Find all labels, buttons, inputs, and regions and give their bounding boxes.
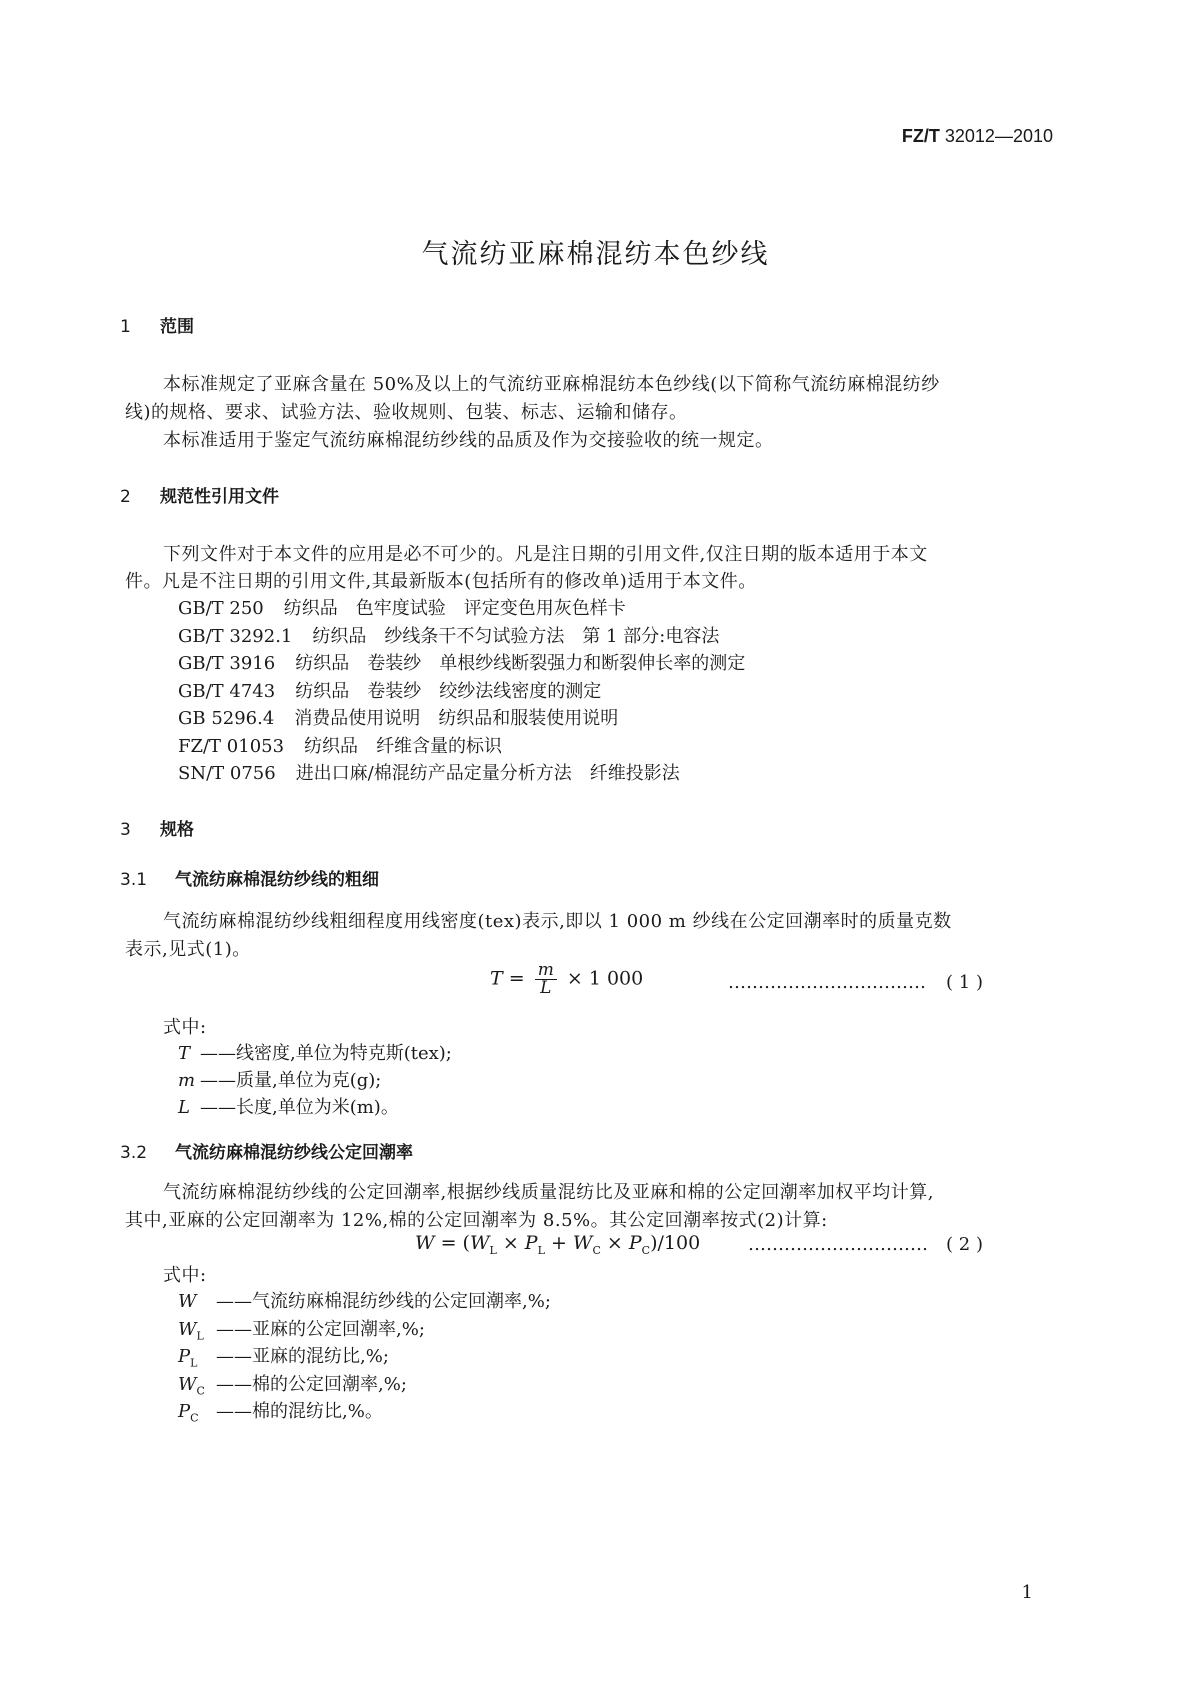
standard-code-number: 32012—2010 bbox=[944, 126, 1053, 146]
fraction-numerator: m bbox=[535, 962, 557, 980]
formula-1-leader: …………………………… bbox=[728, 972, 926, 993]
variable-symbol bbox=[178, 1401, 216, 1425]
s2-paragraph-line-1: 下列文件对于本文件的应用是必不可少的。凡是注日期的引用文件,仅注日期的版本适用于本文 bbox=[163, 544, 928, 565]
variable-subscript: L bbox=[196, 1329, 204, 1343]
variable-letter: W bbox=[178, 1291, 197, 1312]
fraction-denominator: L bbox=[540, 978, 552, 998]
variable-symbol: T bbox=[178, 1043, 191, 1064]
variable-definition bbox=[178, 1397, 383, 1425]
variable-subscript: C bbox=[190, 1411, 199, 1425]
section-title: 范围 bbox=[160, 317, 194, 337]
variable-definition bbox=[178, 1287, 551, 1315]
variable-letter: W bbox=[178, 1373, 197, 1395]
variable-letter: P bbox=[178, 1346, 191, 1367]
standard-code-prefix: FZ/T bbox=[901, 126, 940, 146]
reference-title-part: 纤维含量的标识 bbox=[376, 735, 503, 757]
variable-subscript: C bbox=[196, 1384, 205, 1398]
s31-where: 式中: bbox=[163, 1017, 207, 1038]
reference-code: SN/T 0756 bbox=[178, 763, 276, 784]
reference-item bbox=[178, 704, 636, 730]
reference-code: GB/T 3916 bbox=[178, 653, 276, 674]
document-title: 气流纺亚麻棉混纺本色纱线 bbox=[421, 239, 770, 270]
formula-2-label: ( 2 ) bbox=[946, 1234, 983, 1255]
reference-title-part: 绞纱法线密度的测定 bbox=[439, 680, 602, 702]
variable-symbol bbox=[178, 1374, 216, 1398]
reference-item bbox=[178, 649, 763, 675]
variable-description: ——亚麻的公定回潮率,%; bbox=[216, 1318, 425, 1340]
variable-symbol bbox=[178, 1319, 216, 1343]
reference-item bbox=[178, 677, 619, 703]
reference-title-part: 纺织品 bbox=[295, 680, 350, 702]
formula-multiplier: × 1 000 bbox=[566, 967, 644, 990]
subsection-title: 气流纺麻棉混纺纱线公定回潮率 bbox=[175, 1143, 413, 1163]
standard-code bbox=[902, 126, 1053, 147]
subsection-number: 3.1 bbox=[120, 870, 148, 890]
formula-1-label: ( 1 ) bbox=[946, 972, 983, 993]
variable-definition bbox=[178, 1370, 407, 1398]
s32-paragraph-line-1: 气流纺麻棉混纺纱线的公定回潮率,根据纱线质量混纺比及亚麻和棉的公定回潮率加权平均计算, bbox=[163, 1182, 934, 1203]
subsection-title: 气流纺麻棉混纺纱线的粗细 bbox=[175, 870, 379, 890]
reference-title-part: 纺织品 bbox=[304, 735, 359, 757]
reference-code: GB 5296.4 bbox=[178, 708, 275, 729]
reference-title-part: 纺织品 bbox=[295, 653, 350, 674]
reference-code: FZ/T 01053 bbox=[178, 735, 285, 757]
variable-letter: P bbox=[178, 1401, 191, 1422]
formula-2: $W = (W_L \times P_L + W_C \times P_C)/100$ bbox=[415, 1232, 701, 1257]
section-1-heading bbox=[120, 312, 194, 337]
variable-symbol bbox=[178, 1291, 216, 1315]
variable-symbol bbox=[178, 1346, 216, 1370]
reference-item bbox=[178, 732, 520, 758]
section-3-heading bbox=[120, 815, 194, 840]
section-number: 1 bbox=[120, 317, 131, 337]
reference-title-part: 纱线条干不匀试验方法 bbox=[384, 625, 565, 647]
s2-paragraph-line-2: 件。凡是不注日期的引用文件,其最新版本(包括所有的修改单)适用于本文件。 bbox=[125, 571, 757, 592]
variable-definition bbox=[178, 1039, 452, 1065]
reference-code: GB/T 4743 bbox=[178, 680, 276, 702]
section-number: 2 bbox=[120, 487, 131, 507]
variable-description: ——线密度,单位为特克斯(tex); bbox=[200, 1043, 452, 1064]
reference-title-part: 评定变色用灰色样卡 bbox=[463, 598, 626, 619]
variable-definition bbox=[178, 1342, 389, 1370]
reference-title-part: 纺织品 bbox=[283, 598, 338, 619]
reference-title-part: 纺织品和服装使用说明 bbox=[438, 708, 619, 729]
section-title: 规范性引用文件 bbox=[160, 487, 279, 507]
s1-paragraph-1-line-2: 线)的规格、要求、试验方法、验收规则、包装、标志、运输和储存。 bbox=[125, 402, 688, 423]
reference-title-part: 单根纱线断裂强力和断裂伸长率的测定 bbox=[439, 653, 746, 674]
subsection-number: 3.2 bbox=[120, 1143, 148, 1163]
variable-letter: W bbox=[178, 1318, 197, 1340]
s31-paragraph-line-1: 气流纺麻棉混纺纱线粗细程度用线密度(tex)表示,即以 1 000 m 纱线在公定回潮率时的质量克数 bbox=[163, 911, 952, 932]
reference-title-part: 卷装纱 bbox=[367, 680, 422, 702]
variable-subscript: L bbox=[190, 1356, 198, 1370]
variable-definition bbox=[178, 1066, 381, 1092]
variable-description: ——长度,单位为米(m)。 bbox=[200, 1097, 399, 1118]
reference-title-part: 进出口麻/棉混纺产品定量分析方法 bbox=[295, 763, 572, 784]
s1-paragraph-1-line-1: 本标准规定了亚麻含量在 50%及以上的气流纺亚麻棉混纺本色纱线(以下简称气流纺麻棉混纺纱 bbox=[163, 374, 940, 395]
formula-open: = ( bbox=[440, 1232, 470, 1254]
formula-symbol: T bbox=[490, 967, 503, 990]
reference-item bbox=[178, 759, 698, 785]
formula-2-leader: ………………………… bbox=[748, 1234, 928, 1255]
reference-title-part: 消费品使用说明 bbox=[294, 708, 421, 729]
reference-code: GB/T 250 bbox=[178, 598, 264, 619]
fraction bbox=[535, 962, 557, 997]
variable-description: ——气流纺麻棉混纺纱线的公定回潮率,%; bbox=[216, 1291, 551, 1312]
reference-code: GB/T 3292.1 bbox=[178, 625, 293, 647]
section-title: 规格 bbox=[160, 820, 194, 840]
variable-description: ——棉的公定回潮率,%; bbox=[216, 1373, 407, 1395]
variable-description: ——棉的混纺比,%。 bbox=[216, 1401, 383, 1422]
variable-definition bbox=[178, 1093, 399, 1119]
s1-paragraph-2: 本标准适用于鉴定气流纺麻棉混纺纱线的品质及作为交接验收的统一规定。 bbox=[163, 430, 774, 451]
variable-symbol: m bbox=[178, 1070, 196, 1091]
s31-paragraph-line-2: 表示,见式(1)。 bbox=[125, 939, 251, 960]
reference-item bbox=[178, 594, 644, 620]
reference-item bbox=[178, 622, 737, 648]
formula-equals: = bbox=[508, 967, 525, 990]
section-3-2-heading bbox=[120, 1138, 413, 1163]
variable-description: ——质量,单位为克(g); bbox=[200, 1070, 382, 1091]
reference-title-part: 纤维投影法 bbox=[589, 763, 680, 784]
page-number: 1 bbox=[1021, 1582, 1033, 1603]
reference-title-part: 纺织品 bbox=[312, 625, 367, 647]
s32-where: 式中: bbox=[163, 1265, 207, 1286]
reference-title-part: 第 1 部分:电容法 bbox=[582, 625, 720, 647]
formula-1 bbox=[490, 962, 643, 997]
section-3-1-heading bbox=[120, 865, 379, 890]
variable-definition bbox=[178, 1315, 425, 1343]
reference-title-part: 色牢度试验 bbox=[355, 598, 446, 619]
s32-paragraph-line-2: 其中,亚麻的公定回潮率为 12%,棉的公定回潮率为 8.5%。其公定回潮率按式(2)计算: bbox=[125, 1210, 828, 1231]
variable-description: ——亚麻的混纺比,%; bbox=[216, 1346, 389, 1367]
section-number: 3 bbox=[120, 820, 131, 840]
section-2-heading bbox=[120, 482, 279, 507]
reference-title-part: 卷装纱 bbox=[367, 653, 422, 674]
variable-symbol: L bbox=[178, 1097, 190, 1118]
